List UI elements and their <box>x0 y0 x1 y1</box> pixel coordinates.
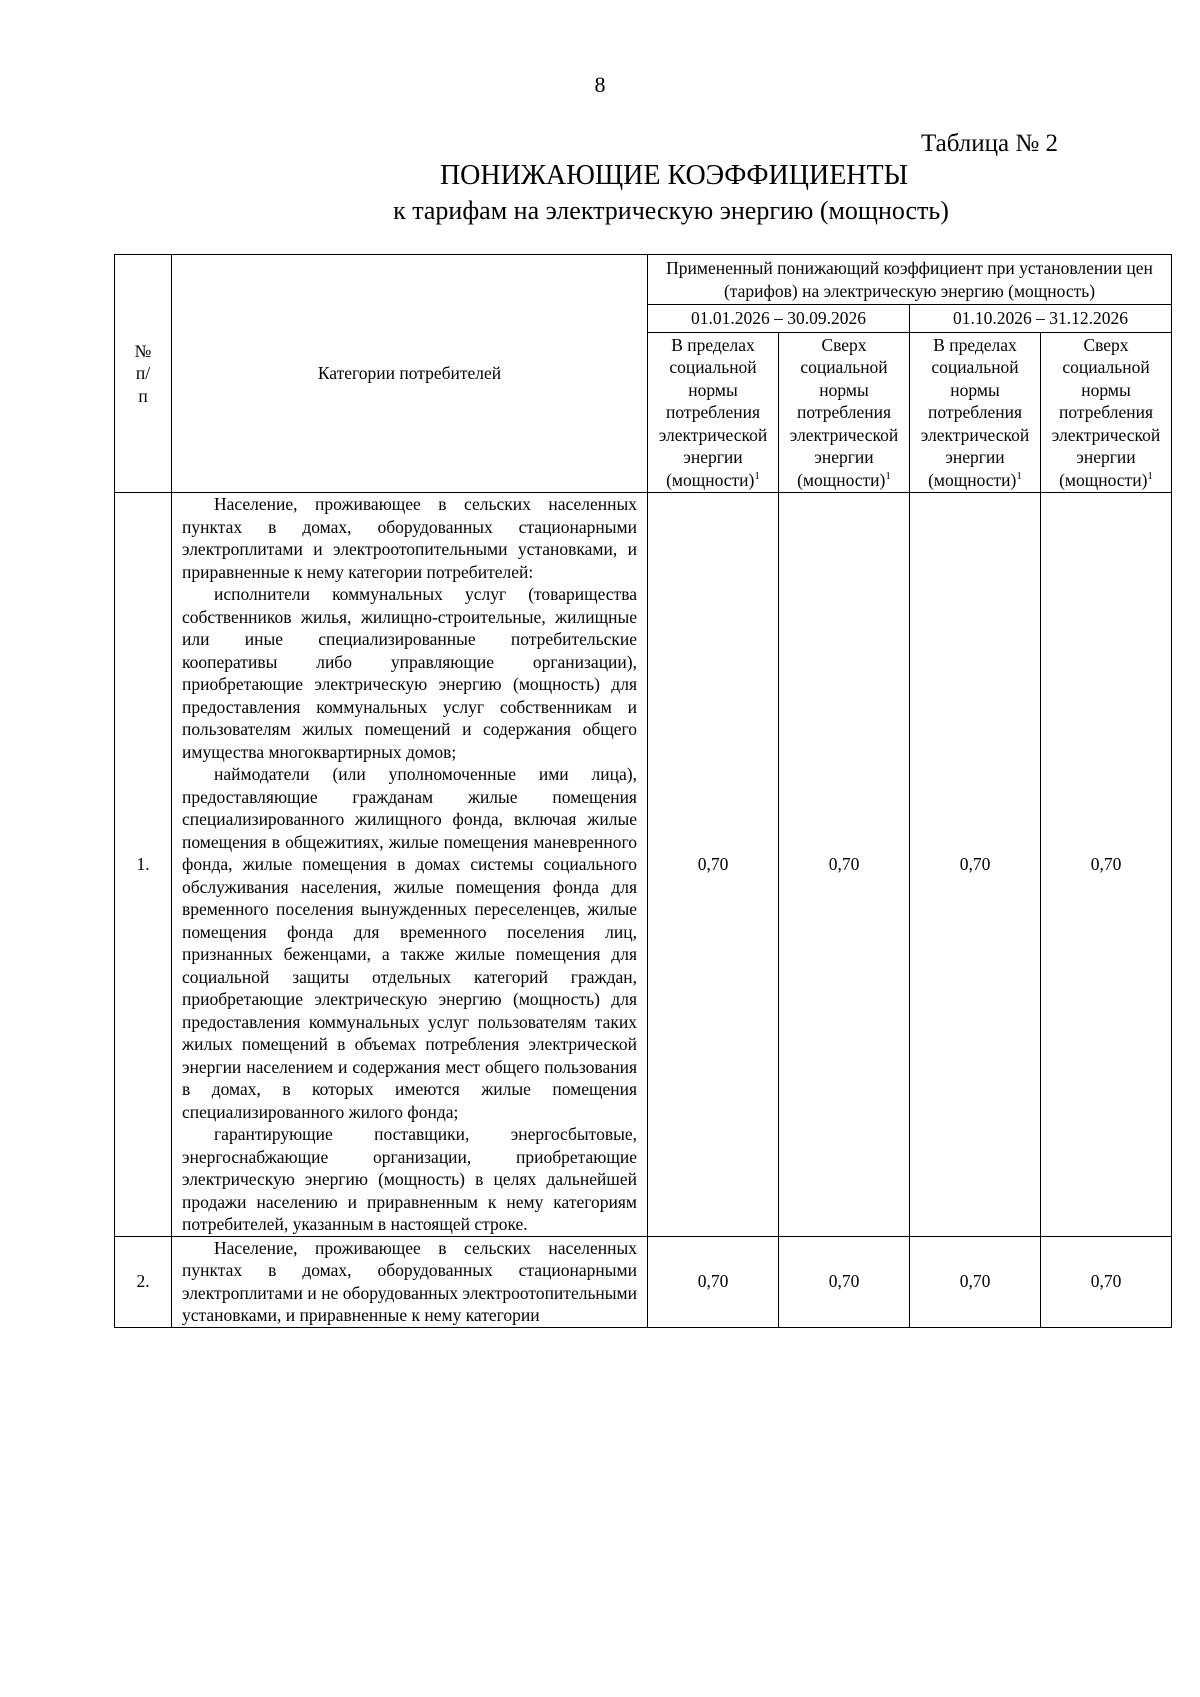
category-description <box>172 493 648 1237</box>
header-col-over-norm-p1: Сверх социальной нормы потребления электрической энергии (мощности)$^1$ <box>779 332 910 493</box>
document-subtitle: к тарифам на электрическую энергию (мощность) <box>393 196 949 225</box>
coefficient-value: 0,70 <box>910 1236 1041 1327</box>
document-title: ПОНИЖАЮЩИЕ КОЭФФИЦИЕНТЫ <box>439 160 909 191</box>
category-description <box>172 1236 648 1327</box>
coefficient-value: 0,70 <box>1041 1236 1172 1327</box>
category-paragraph: Население, проживающее в сельских населенных пунктах в домах, оборудованных стационарными электроплитами и электроотопительными установками, и приравненные к нему категории потребителей: <box>182 494 637 582</box>
table-row <box>115 1236 1172 1327</box>
coefficient-value: 0,70 <box>779 1236 910 1327</box>
coefficient-value: 0,70 <box>648 493 779 1237</box>
header-col-within-norm-p1: В пределах социальной нормы потребления электрической энергии (мощности)$^1$ <box>648 332 779 493</box>
coefficient-value: 0,70 <box>779 493 910 1237</box>
header-period-1: 01.01.2026 – 30.09.2026 <box>648 305 910 333</box>
category-paragraph: наймодатели (или уполномоченные ими лица), предоставляющие гражданам жилые помещения специализированного жилищного фонда, включая жилые помещения в общежитиях, жилые помещения маневренного фонда, жилые помещения в домах системы социального обслуживания населения, жилые помещения фонда для временного поселения вынужденных переселенцев, жилые помещения фонда для временного поселения лиц, признанных беженцами, а также жилые помещения для социальной защиты отдельных категорий граждан, приобретающие электрическую энергию (мощность) для предоставления коммунальных услуг пользователям таких жилых помещений в объемах потребления электрической энергии населением и содержания мест общего пользования в домах, в которых имеются жилые помещения специализированного жилого фонда; <box>182 764 637 1122</box>
header-num: № п/п <box>115 255 172 493</box>
coefficient-value: 0,70 <box>1041 493 1172 1237</box>
category-paragraph: исполнители коммунальных услуг (товарищества собственников жилья, жилищно-строительные, жилищные или иные специализированные потребительские кооперативы либо управляющие организации), приобретающие электрическую энергию (мощность) для предоставления коммунальных услуг собственникам и пользователям жилых помещений и содержания общего имущества многоквартирных домов; <box>182 584 637 762</box>
header-col-within-norm-p2: В пределах социальной нормы потребления электрической энергии (мощности)$^1$ <box>910 332 1041 493</box>
header-col-over-norm-p2: Сверх социальной нормы потребления электрической энергии (мощности)$^1$ <box>1041 332 1172 493</box>
category-paragraph: Население, проживающее в сельских населенных пунктах в домах, оборудованных стационарными электроплитами и не оборудованных электроотопительными установками, и приравненные к нему категории <box>182 1237 637 1325</box>
row-number: 2. <box>115 1236 172 1327</box>
table-label: Таблица № 2 <box>920 130 1058 157</box>
table-body <box>115 493 1172 1328</box>
table-row <box>115 493 1172 1237</box>
header-category: Категории потребителей <box>172 255 648 493</box>
page-number: 8 <box>594 72 606 97</box>
coefficient-value: 0,70 <box>648 1236 779 1327</box>
coefficients-table <box>114 254 1172 1328</box>
header-applied-coefficient: Примененный понижающий коэффициент при установлении цен (тарифов) на электрическую энергию (мощность) <box>648 255 1172 305</box>
category-paragraph: гарантирующие поставщики, энергосбытовые, энергоснабжающие организации, приобретающие электрическую энергию (мощность) в целях дальнейшей продажи населению и приравненным к нему категориям потребителей, указанным в настоящей строке. <box>182 1124 637 1234</box>
row-number: 1. <box>115 493 172 1237</box>
header-period-2: 01.10.2026 – 31.12.2026 <box>910 305 1172 333</box>
coefficient-value: 0,70 <box>910 493 1041 1237</box>
